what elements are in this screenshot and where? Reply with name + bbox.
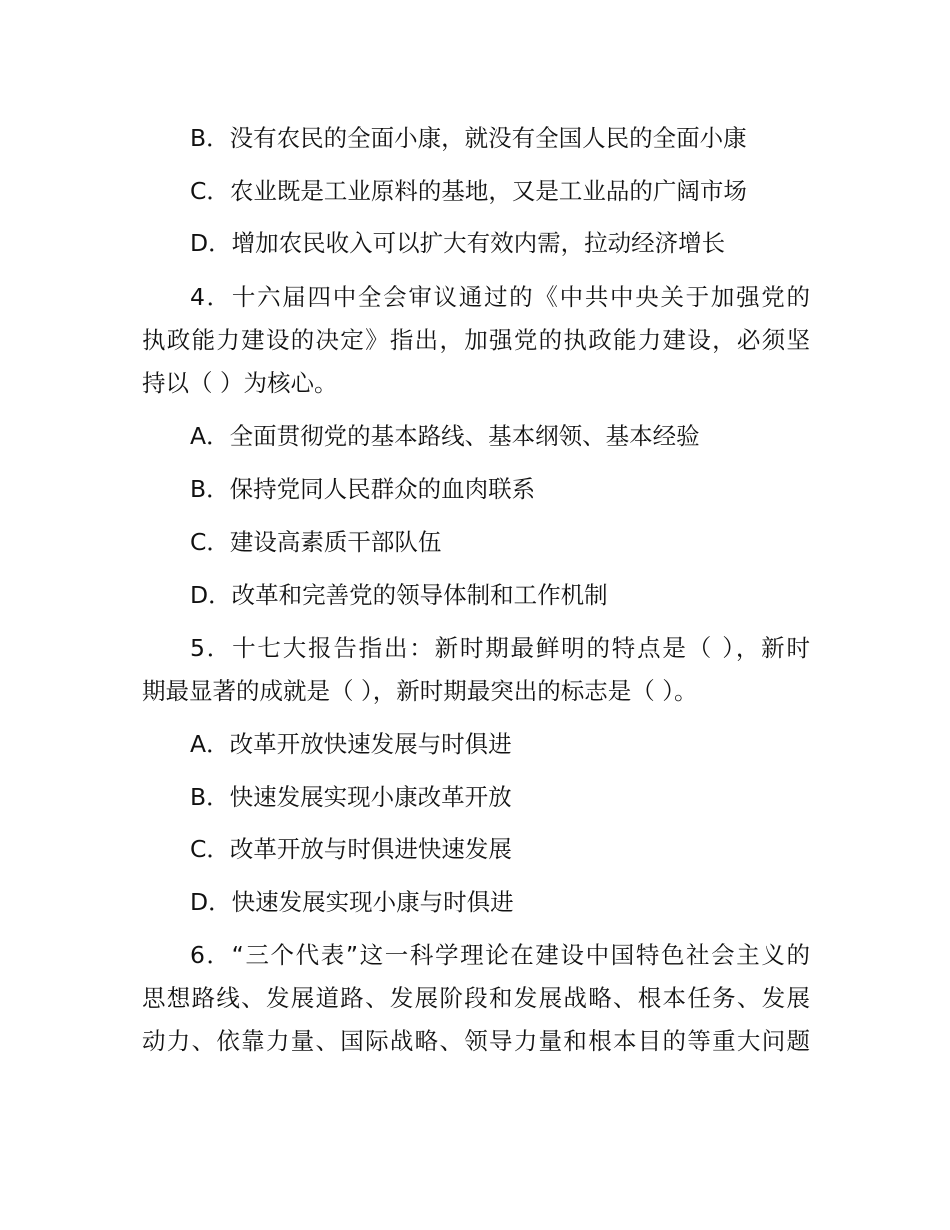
question-4-line-1: 4．十六届四中全会审议通过的《中共中央关于加强党的 xyxy=(190,283,810,311)
option-c-q3: C．农业既是工业原料的基地，又是工业品的广阔市场 xyxy=(190,177,747,205)
option-a-q5: A．改革开放快速发展与时俱进 xyxy=(190,730,512,758)
option-b-q5: B．快速发展实现小康改革开放 xyxy=(190,783,512,811)
question-6-line-2: 思想路线、发展道路、发展阶段和发展战略、根本任务、发展 xyxy=(142,984,810,1012)
option-b-q4: B．保持党同人民群众的血肉联系 xyxy=(190,475,536,503)
option-d-q4: D．改革和完善党的领导体制和工作机制 xyxy=(190,581,608,609)
option-c-q5: C．改革开放与时俱进快速发展 xyxy=(190,835,512,863)
question-5-line-2: 期最显著的成就是（ ），新时期最突出的标志是（ ）。 xyxy=(142,677,698,705)
question-6-line-3: 动力、依靠力量、国际战略、领导力量和根本目的等重大问题 xyxy=(142,1027,810,1055)
option-c-q4: C．建设高素质干部队伍 xyxy=(190,528,442,556)
question-4-line-3: 持以（ ）为核心。 xyxy=(142,369,338,397)
question-4-line-2: 执政能力建设的决定》指出，加强党的执政能力建设，必须坚 xyxy=(142,326,810,354)
option-d-q5: D．快速发展实现小康与时俱进 xyxy=(190,888,514,916)
question-5-line-1: 5．十七大报告指出：新时期最鲜明的特点是（ ），新时 xyxy=(190,634,810,662)
option-a-q4: A．全面贯彻党的基本路线、基本纲领、基本经验 xyxy=(190,422,700,450)
option-b-q3: B．没有农民的全面小康，就没有全国人民的全面小康 xyxy=(190,124,747,152)
option-d-q3: D．增加农民收入可以扩大有效内需，拉动经济增长 xyxy=(190,229,726,257)
question-6-line-1: 6．“三个代表”这一科学理论在建设中国特色社会主义的 xyxy=(190,941,810,969)
